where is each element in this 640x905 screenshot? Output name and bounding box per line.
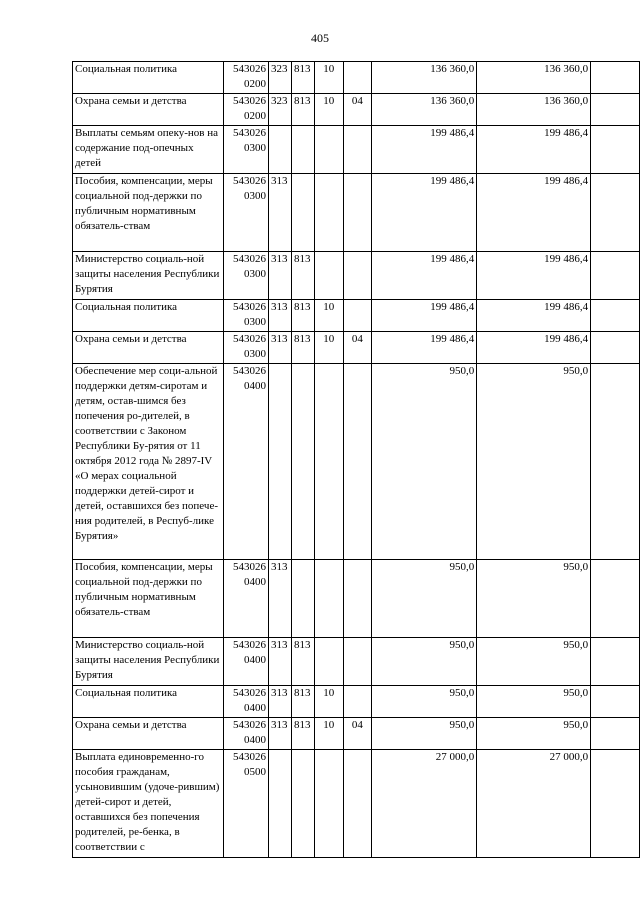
- amount-subvention-cell: 950,0: [477, 364, 591, 560]
- target-code-cell: [224, 750, 269, 858]
- item-name-cell: Социальная политика: [73, 686, 224, 718]
- target-code-part1: 543026: [232, 687, 266, 699]
- item-name-cell: Охрана семьи и детства: [73, 718, 224, 750]
- target-code-part2: 0200: [243, 110, 266, 122]
- subsection-cell: 04: [343, 718, 372, 750]
- target-code-part2: 0300: [243, 348, 266, 360]
- ministry-code-cell: 813: [291, 94, 314, 126]
- table-row: [73, 126, 640, 174]
- item-name-cell: Министерство социаль-ной защиты населения Республики Бурятия: [73, 638, 224, 686]
- target-code-part2: 0400: [243, 654, 266, 666]
- table-row: [73, 686, 640, 718]
- target-code-part2: 0400: [243, 576, 266, 588]
- ministry-code-cell: 813: [291, 300, 314, 332]
- subsection-cell: 04: [343, 94, 372, 126]
- target-code-part1: 543026: [232, 175, 266, 187]
- table-row: [73, 252, 640, 300]
- subsection-cell: [343, 62, 372, 94]
- empty-cell: [591, 638, 640, 686]
- expense-type-cell: 323: [268, 94, 291, 126]
- subsection-cell: [343, 686, 372, 718]
- target-code-cell: [224, 686, 269, 718]
- empty-cell: [591, 750, 640, 858]
- target-code-part2: 0300: [243, 142, 266, 154]
- amount-total-cell: 950,0: [372, 364, 477, 560]
- ministry-code-cell: [291, 560, 314, 638]
- subsection-cell: [343, 252, 372, 300]
- section-cell: [314, 126, 343, 174]
- target-code-part1: 543026: [232, 639, 266, 651]
- empty-cell: [591, 126, 640, 174]
- item-name-cell: Социальная политика: [73, 300, 224, 332]
- target-code-part1: 543026: [232, 301, 266, 313]
- target-code-part2: 0500: [243, 766, 266, 778]
- amount-total-cell: 199 486,4: [372, 126, 477, 174]
- section-cell: 10: [314, 94, 343, 126]
- amount-subvention-cell: 950,0: [477, 718, 591, 750]
- empty-cell: [591, 332, 640, 364]
- subsection-cell: [343, 560, 372, 638]
- section-cell: [314, 560, 343, 638]
- subsection-cell: [343, 174, 372, 252]
- amount-total-cell: 136 360,0: [372, 62, 477, 94]
- expense-type-cell: 313: [268, 560, 291, 638]
- table-row: [73, 62, 640, 94]
- ministry-code-cell: 813: [291, 332, 314, 364]
- table-row: [73, 750, 640, 858]
- ministry-code-cell: [291, 174, 314, 252]
- item-name-cell: Обеспечение мер соци-альной поддержки детям-сиротам и детям, остав-шимся без попечения ро-дителей, в соответствии с Законом Республики Бу-рятия от 11 октября 2012 года № 2897-IV «О мерах социальной поддержки детей-сирот и детей, оставшихся без попече-ния родителей, в Респуб-лике Бурятия»: [73, 364, 224, 560]
- section-cell: [314, 638, 343, 686]
- target-code-part1: 543026: [232, 561, 266, 573]
- amount-subvention-cell: 950,0: [477, 686, 591, 718]
- target-code-part2: 0400: [243, 702, 266, 714]
- amount-total-cell: 950,0: [372, 560, 477, 638]
- ministry-code-cell: 813: [291, 718, 314, 750]
- item-name-cell: Выплаты семьям опеку-нов на содержание под-опечных детей: [73, 126, 224, 174]
- amount-total-cell: 950,0: [372, 638, 477, 686]
- target-code-cell: [224, 126, 269, 174]
- subsection-cell: [343, 638, 372, 686]
- amount-total-cell: 199 486,4: [372, 332, 477, 364]
- expense-type-cell: 313: [268, 638, 291, 686]
- subsection-cell: 04: [343, 332, 372, 364]
- target-code-part1: 543026: [232, 719, 266, 731]
- empty-cell: [591, 364, 640, 560]
- subsection-cell: [343, 300, 372, 332]
- table-row: [73, 560, 640, 638]
- target-code-part1: 543026: [232, 95, 266, 107]
- expense-type-cell: [268, 750, 291, 858]
- empty-cell: [591, 94, 640, 126]
- amount-total-cell: 199 486,4: [372, 300, 477, 332]
- amount-subvention-cell: 950,0: [477, 638, 591, 686]
- item-name-cell: Пособия, компенсации, меры социальной под-держки по публичным нормативным обязатель-ствам: [73, 174, 224, 252]
- target-code-cell: [224, 332, 269, 364]
- subsection-cell: [343, 126, 372, 174]
- section-cell: 10: [314, 300, 343, 332]
- target-code-part2: 0200: [243, 78, 266, 90]
- expense-type-cell: 323: [268, 62, 291, 94]
- empty-cell: [591, 252, 640, 300]
- target-code-part1: 543026: [232, 333, 266, 345]
- target-code-part2: 0300: [243, 268, 266, 280]
- amount-subvention-cell: 199 486,4: [477, 174, 591, 252]
- table-row: [73, 364, 640, 560]
- section-cell: [314, 252, 343, 300]
- table-row: [73, 300, 640, 332]
- expense-type-cell: 313: [268, 300, 291, 332]
- target-code-part1: 543026: [232, 63, 266, 75]
- item-name-cell: Министерство социаль-ной защиты населения Республики Бурятия: [73, 252, 224, 300]
- ministry-code-cell: [291, 364, 314, 560]
- expense-type-cell: 313: [268, 718, 291, 750]
- amount-subvention-cell: 136 360,0: [477, 94, 591, 126]
- ministry-code-cell: 813: [291, 686, 314, 718]
- section-cell: 10: [314, 332, 343, 364]
- amount-total-cell: 950,0: [372, 718, 477, 750]
- expense-type-cell: [268, 364, 291, 560]
- ministry-code-cell: 813: [291, 62, 314, 94]
- target-code-cell: [224, 364, 269, 560]
- amount-subvention-cell: 199 486,4: [477, 300, 591, 332]
- target-code-cell: [224, 638, 269, 686]
- target-code-cell: [224, 718, 269, 750]
- target-code-part2: 0400: [243, 734, 266, 746]
- expense-type-cell: 313: [268, 174, 291, 252]
- section-cell: [314, 174, 343, 252]
- target-code-part2: 0400: [243, 380, 266, 392]
- target-code-cell: [224, 62, 269, 94]
- target-code-part1: 543026: [232, 253, 266, 265]
- budget-table: [72, 61, 640, 858]
- empty-cell: [591, 300, 640, 332]
- table-row: [73, 332, 640, 364]
- target-code-cell: [224, 252, 269, 300]
- page-number: 405: [311, 31, 329, 45]
- amount-subvention-cell: 199 486,4: [477, 126, 591, 174]
- amount-total-cell: 136 360,0: [372, 94, 477, 126]
- subsection-cell: [343, 364, 372, 560]
- amount-subvention-cell: 199 486,4: [477, 332, 591, 364]
- target-code-part2: 0300: [243, 190, 266, 202]
- expense-type-cell: 313: [268, 252, 291, 300]
- ministry-code-cell: [291, 126, 314, 174]
- subsection-cell: [343, 750, 372, 858]
- target-code-cell: [224, 300, 269, 332]
- section-cell: 10: [314, 686, 343, 718]
- expense-type-cell: [268, 126, 291, 174]
- amount-total-cell: 27 000,0: [372, 750, 477, 858]
- amount-subvention-cell: 199 486,4: [477, 252, 591, 300]
- item-name-cell: Охрана семьи и детства: [73, 94, 224, 126]
- target-code-part1: 543026: [232, 127, 266, 139]
- amount-subvention-cell: 27 000,0: [477, 750, 591, 858]
- target-code-part1: 543026: [232, 365, 266, 377]
- table-row: [73, 94, 640, 126]
- target-code-part1: 543026: [232, 751, 266, 763]
- item-name-cell: Социальная политика: [73, 62, 224, 94]
- amount-total-cell: 199 486,4: [372, 252, 477, 300]
- amount-subvention-cell: 950,0: [477, 560, 591, 638]
- empty-cell: [591, 686, 640, 718]
- ministry-code-cell: 813: [291, 638, 314, 686]
- expense-type-cell: 313: [268, 332, 291, 364]
- item-name-cell: Пособия, компенсации, меры социальной под-держки по публичным нормативным обязатель-ствам: [73, 560, 224, 638]
- table-row: [73, 638, 640, 686]
- section-cell: 10: [314, 718, 343, 750]
- item-name-cell: Охрана семьи и детства: [73, 332, 224, 364]
- amount-total-cell: 199 486,4: [372, 174, 477, 252]
- target-code-cell: [224, 560, 269, 638]
- section-cell: [314, 750, 343, 858]
- amount-total-cell: 950,0: [372, 686, 477, 718]
- item-name-cell: Выплата единовременно-го пособия гражданам, усыновившим (удоче-рившим) детей-сирот и детей, оставшихся без попечения родителей, ре-бенка, в соответствии с: [73, 750, 224, 858]
- target-code-cell: [224, 94, 269, 126]
- target-code-part2: 0300: [243, 316, 266, 328]
- table-row: [73, 174, 640, 252]
- empty-cell: [591, 62, 640, 94]
- amount-subvention-cell: 136 360,0: [477, 62, 591, 94]
- section-cell: 10: [314, 62, 343, 94]
- ministry-code-cell: [291, 750, 314, 858]
- target-code-cell: [224, 174, 269, 252]
- budget-table-body: [73, 62, 640, 858]
- ministry-code-cell: 813: [291, 252, 314, 300]
- section-cell: [314, 364, 343, 560]
- table-row: [73, 718, 640, 750]
- empty-cell: [591, 174, 640, 252]
- empty-cell: [591, 718, 640, 750]
- empty-cell: [591, 560, 640, 638]
- expense-type-cell: 313: [268, 686, 291, 718]
